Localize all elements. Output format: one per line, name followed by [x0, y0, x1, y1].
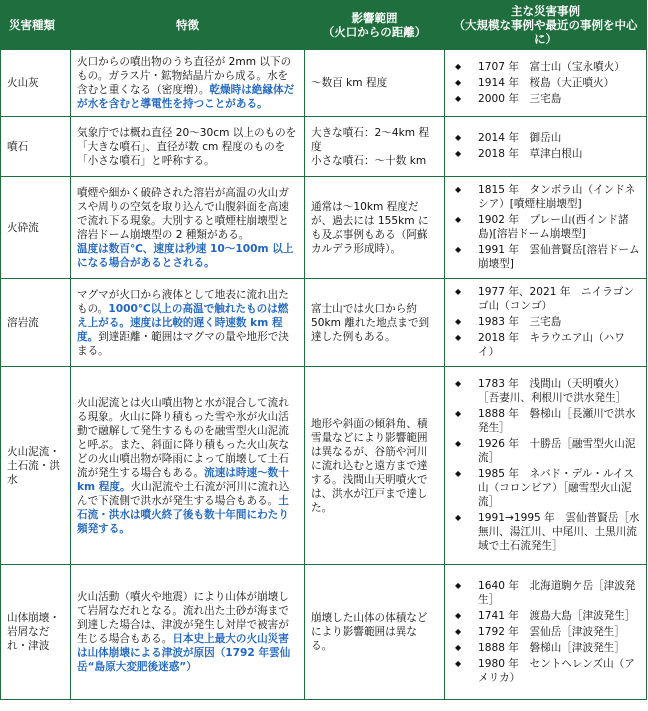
hazard-range: ～数百 km 程度	[305, 50, 445, 117]
case-item: ◆ 1991→1995 年 雲仙普賢岳［水無川、湯江川、中尾川、土黒川流域で土石流発生］	[451, 511, 640, 553]
hazard-name: 火山泥流・土石流・洪水	[1, 367, 71, 565]
feature-highlight: 土石流・洪水は噴火終了後も数十年間にわたり頻発する。	[77, 494, 289, 535]
hazard-cases	[445, 117, 647, 177]
hazard-range: 大きな噴石：2～4km 程度 小さな噴石：～十数 km	[305, 117, 445, 177]
header-feature: 特徴	[71, 1, 305, 50]
hazard-feature	[71, 565, 305, 700]
hazard-range: 通常は～10km 程度だが、過去には 155km にも及ぶ事例もある（阿蘇カルデラ形成時）。	[305, 177, 445, 279]
case-item: ◆ 1902 年 プレー山(西インド諸島)[溶岩ドーム崩壊型]	[451, 213, 640, 241]
feature-text: 気象庁では概ね直径 20～30cm 以上のものを「大きな噴石」、直径が数 cm 程度のものを「小さな噴石」と呼称する。	[77, 126, 297, 167]
hazard-feature	[71, 50, 305, 117]
table-row	[1, 279, 647, 367]
hazard-name: 山体崩壊・岩屑なだれ・津波	[1, 565, 71, 700]
case-item: ◆ 1792 年 雲仙岳［津波発生］	[451, 625, 640, 639]
hazard-range: 地形や斜面の傾斜角、積雪量などにより影響範囲は異なるが、谷筋や河川に流れ込むと遠方まで達する。浅間山天明噴火では、洪水が江戸まで達した。	[305, 367, 445, 565]
case-item: ◆ 1914 年 桜島（大正噴火）	[451, 76, 640, 90]
case-item: ◆ 2014 年 御岳山	[451, 131, 640, 145]
case-item: ◆ 1888 年 磐梯山［津波発生］	[451, 641, 640, 655]
feature-text: 噴煙や細かく破砕された溶岩が高温の火山ガスや周りの空気を取り込んで山腹斜面を高速で流れ下る現象。大別すると噴煙柱崩壊型と溶岩ドーム崩壊型の 2 種類がある。	[77, 186, 289, 241]
hazard-cases	[445, 367, 647, 565]
hazard-range: 崩壊した山体の体積などにより影響範囲は異なる。	[305, 565, 445, 700]
case-item: ◆ 1815 年 タンボラ山（インドネシア）[噴煙柱崩壊型]	[451, 183, 640, 211]
hazard-feature	[71, 177, 305, 279]
header-range	[305, 1, 445, 50]
header-cases: 主な災害事例 （大規模な事例や最近の事例を中心に）	[445, 1, 647, 50]
table-row	[1, 117, 647, 177]
case-item: ◆ 1991 年 雲仙普賢岳[溶岩ドーム崩壊型]	[451, 243, 640, 271]
feature-highlight: 流速は時速～数十 km 程度。	[77, 466, 289, 493]
case-item: ◆ 1985 年 ネバド・デル・ルイス山（コロンビア）［融雪型火山泥流］	[451, 467, 640, 509]
case-item: ◆ 1640 年 北海道駒ケ岳［津波発生］	[451, 579, 640, 607]
case-item: ◆ 1783 年 浅間山（天明噴火）［吾妻川、利根川で洪水発生］	[451, 377, 640, 405]
hazard-feature	[71, 367, 305, 565]
header-range-line2: （火口からの距離）	[322, 25, 427, 39]
table-row	[1, 367, 647, 565]
feature-text: マグマが火口から液体として地表に流れ出たもの。	[77, 288, 289, 315]
feature-highlight: 温度は数百℃、速度は秒速 10～100m 以上になる場合があるとされる。	[77, 242, 294, 269]
hazard-name: 火山灰	[1, 50, 71, 117]
hazard-cases	[445, 50, 647, 117]
feature-text: 火山泥流とは火山噴出物と水が混合して流れる現象。火山に降り積もった雪や氷が火山活動で融解して発生するものを融雪型火山泥流と呼ぶ。また、斜面に降り積もった火山灰などの火山噴出物が降雨によって崩壊して土石流が発生する場合もある。	[77, 396, 290, 479]
case-item: ◆ 1741 年 渡島大島［津波発生］	[451, 609, 640, 623]
case-item: ◆ 2000 年 三宅島	[451, 92, 640, 106]
hazard-cases	[445, 177, 647, 279]
table-row	[1, 565, 647, 700]
hazard-name: 火砕流	[1, 177, 71, 279]
case-item: ◆ 1980 年 セントヘレンズ山（アメリカ）	[451, 657, 640, 685]
header-type: 災害種類	[1, 1, 71, 50]
hazard-cases	[445, 565, 647, 700]
table-row	[1, 177, 647, 279]
feature-highlight: 1000℃以上の高温で触れたものは燃え上がる。速度は比較的遅く時速数 km 程度。	[77, 302, 289, 343]
feature-highlight: 日本史上最大の火山災害は山体崩壊による津波が原因（1792 年雲仙岳“島原大変肥後迷惑”）	[77, 633, 291, 673]
hazard-name: 噴石	[1, 117, 71, 177]
hazard-range: 富士山では火口から約 50km 離れた地点まで到達した例もある。	[305, 279, 445, 367]
case-item: ◆ 1926 年 十勝岳［融雪型火山泥流］	[451, 437, 640, 465]
hazard-feature	[71, 279, 305, 367]
feature-highlight: 乾燥時は絶縁体だが水を含むと導電性を持つことがある。	[77, 84, 295, 110]
header-row	[1, 1, 647, 50]
table-row	[1, 50, 647, 117]
feature-text: 火山泥流や土石流が河川に流れ込んで下流側で洪水が発生する場合もある。	[77, 480, 290, 507]
feature-text: 火口からの噴出物のうち直径が 2mm 以下のもの。ガラス片・鉱物結晶片から成る。水を含むと重くなる（密度増）。	[77, 56, 292, 96]
header-range-line1: 影響範囲	[351, 11, 398, 25]
hazard-feature	[71, 117, 305, 177]
case-item: ◆ 2018 年 草津白根山	[451, 147, 640, 161]
case-item: ◆ 1983 年 三宅島	[451, 315, 640, 329]
hazard-cases	[445, 279, 647, 367]
feature-text: 火山活動（噴火や地震）により山体が崩壊して岩屑なだれとなる。流れ出た土砂が海まで到達した場合は、津波が発生し対岸で被害が生じる場合もある。	[77, 591, 289, 645]
case-item: ◆ 1888 年 磐梯山［長瀬川で洪水発生］	[451, 407, 640, 435]
feature-text: 到達距離・範囲はマグマの量や地形で決まる。	[77, 330, 289, 357]
hazard-name: 溶岩流	[1, 279, 71, 367]
case-item: ◆ 1707 年 富士山（宝永噴火）	[451, 60, 640, 74]
case-item: ◆ 2018 年 キラウエア山（ハワイ）	[451, 331, 640, 359]
case-item: ◆ 1977 年、2021 年 ニイラゴンゴ山（コンゴ）	[451, 285, 640, 313]
